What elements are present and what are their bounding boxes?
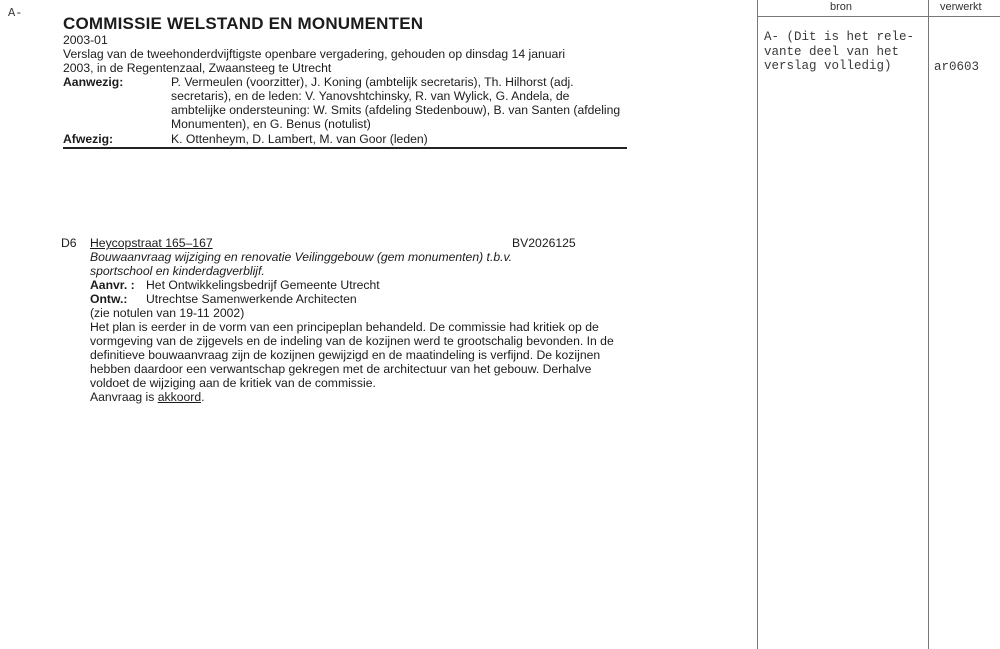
item-subject-line: Bouwaanvraag wijziging en renovatie Veilinggebouw (gem monumenten) t.b.v. xyxy=(90,250,513,264)
applicant-label: Aanvr. : xyxy=(90,278,135,292)
bron-column-header: bron xyxy=(830,1,853,13)
document-title: COMMISSIE WELSTAND EN MONUMENTEN xyxy=(63,14,424,33)
item-code: D6 xyxy=(61,236,77,250)
present-list: P. Vermeulen (voorzitter), J. Koning (ambtelijk secretaris), Th. Hilhorst (adj. secretaris), en de leden: V. Yanovshtchinsky, R. van Wylick, G. Andela, de ambtelijke ondersteuning: W. Smits (afdeling Stedenbouw), B. van Santen (afdeling Monumenten), en G. Benus (notulist) xyxy=(171,75,621,131)
column-header-rule xyxy=(757,16,1000,17)
conclusion-prefix: Aanvraag is xyxy=(90,390,158,404)
case-number: BV2026125 xyxy=(512,236,576,250)
item-discussion: Het plan is eerder in de vorm van een principeplan behandeld. De commissie had kritiek op de vormgeving van de zijgevels en de indeling van de kozijnen werd te grootschalig bevonden. In de definitieve bouwaanvraag zijn de kozijnen gewijzigd en de maatindeling is verfijnd. De kozijnen hebben daardoor een verwantschap gekregen met de architectuur van het gebouw. Derhalve voldoet de wijziging aan de kritiek van de commissie. xyxy=(90,320,614,390)
header-divider xyxy=(63,147,627,149)
report-description-line: Verslag van de tweehonderdvijftigste openbare vergadering, gehouden op dinsdag 14 januari xyxy=(63,47,566,61)
verdict: akkoord xyxy=(157,390,202,404)
item-address: Heycopstraat 165–167 xyxy=(90,236,213,250)
report-number: 2003-01 xyxy=(63,33,108,47)
bron-note-line: vante deel van het xyxy=(764,45,900,59)
report-description-line: 2003, in de Regentenzaal, Zwaansteeg te Utrecht xyxy=(63,61,332,75)
designer-name: Utrechtse Samenwerkende Architecten xyxy=(146,292,357,306)
absent-list: K. Ottenheym, D. Lambert, M. van Goor (leden) xyxy=(171,132,428,146)
item-subject-line: sportschool en kinderdagverblijf. xyxy=(90,264,265,278)
bron-note-line: A- (Dit is het rele- xyxy=(764,30,915,44)
margin-mark: A- xyxy=(8,6,23,20)
present-label: Aanwezig: xyxy=(63,75,124,89)
column-divider-left xyxy=(757,0,758,649)
item-conclusion xyxy=(90,390,205,404)
column-divider-right xyxy=(928,0,929,649)
verwerkt-column-header: verwerkt xyxy=(940,1,982,13)
designer-label: Ontw.: xyxy=(90,292,128,306)
see-notes: (zie notulen van 19-11 2002) xyxy=(90,306,245,320)
verwerkt-note: ar0603 xyxy=(934,60,980,74)
applicant-name: Het Ontwikkelingsbedrijf Gemeente Utrecht xyxy=(146,278,380,292)
absent-label: Afwezig: xyxy=(63,132,114,146)
conclusion-suffix: . xyxy=(201,390,205,404)
bron-note-line: verslag volledig) xyxy=(764,59,892,73)
